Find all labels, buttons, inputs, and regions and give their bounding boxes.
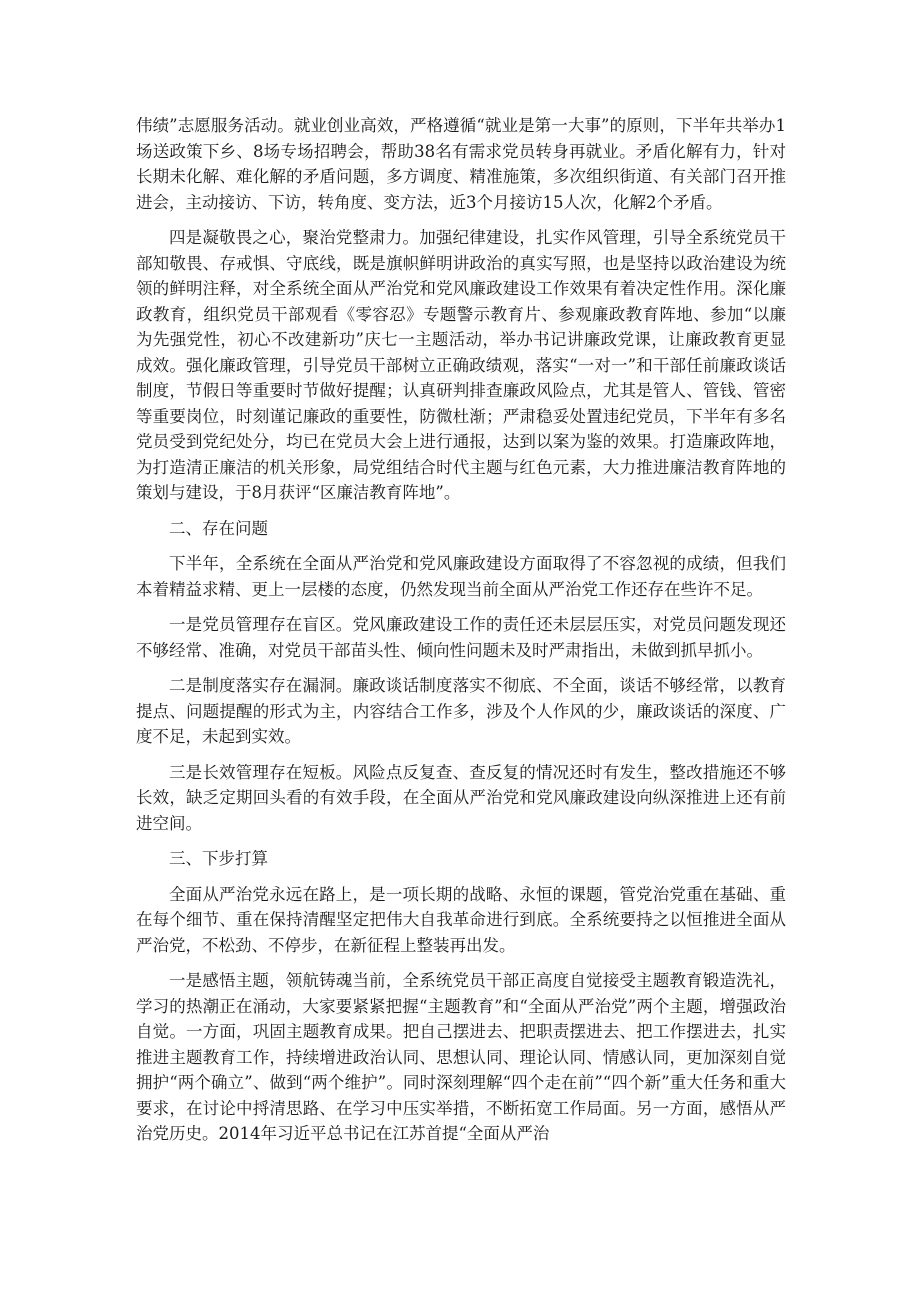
section-heading-next-steps: 三、下步打算 [169, 849, 268, 868]
paragraph-problem-2: 二是制度落实存在漏洞。廉政谈话制度落实不彻底、不全面，谈话不够经常，以教育提点、问题提醒的形式为主，内容结合工作多，涉及个人作风的少，廉政谈话的深度、广度不足，未起到实效。 [136, 676, 786, 746]
paragraph-problem-1: 一是党员管理存在盲区。党风廉政建设工作的责任还未层层压实，对党员问题发现还不够经常、准确，对党员干部苗头性、倾向性问题未及时严肃指出，未做到抓早抓小。 [136, 615, 786, 660]
document-page [136, 113, 786, 1157]
paragraph-discipline: 四是凝敬畏之心，聚治党整肃力。加强纪律建设，扎实作风管理，引导全系统党员干部知敬畏、存戒惧、守底线，既是旗帜鲜明讲政治的真实写照，也是坚持以政治建设为统领的鲜明注释，对全系统全面从严治党和党风廉政建设工作效果有着决定性作用。深化廉政教育，组织党员干部观看《零容忍》专题警示教育片、参观廉政教育阵地、参加“以廉为先强党性，初心不改建新功”庆七一主题活动，举办书记讲廉政党课，让廉政教育更显成效。强化廉政管理，引导党员干部树立正确政绩观，落实“一对一”和干部任前廉政谈话制度，节假日等重要时节做好提醒；认真研判排查廉政风险点，尤其是管人、管钱、管密等重要岗位，时刻谨记廉政的重要性，防微杜渐；严肃稳妥处置违纪党员，下半年有多名党员受到党纪处分，均已在党员大会上进行通报，达到以案为鉴的效果。打造廉政阵地，为打造清正廉洁的机关形象，局党组结合时代主题与红色元素，大力推进廉洁教育阵地的策划与建设，于8月获评“区廉洁教育阵地”。 [136, 228, 786, 502]
paragraph-problem-3: 三是长效管理存在短板。风险点反复查、查反复的情况还时有发生，整改措施还不够长效，缺乏定期回头看的有效手段，在全面从严治党和党风廉政建设向纵深推进上还有前进空间。 [136, 762, 786, 833]
section-heading-problems: 二、存在问题 [169, 518, 268, 538]
paragraph-next-step-1: 一是感悟主题，领航铸魂当前，全系统党员干部正高度自觉接受主题教育锻造洗礼，学习的热潮正在涌动，大家要紧紧把握“主题教育”和“全面从严治党”两个主题，增强政治自觉。一方面，巩固主题教育成果。把自己摆进去、把职责摆进去、把工作摆进去，扎实推进主题教育工作，持续增进政治认同、思想认同、理论认同、情感认同，更加深刻自觉拥护“两个确立”、做到“两个维护”。同时深刻理解“四个走在前”“四个新”重大任务和重大要求，在讨论中捋清思路、在学习中压实举措，不断拓宽工作局面。另一方面，感悟从严治党历史。2014年习近平总书记在江苏首提“全面从严治 [136, 971, 786, 1143]
paragraph-problems-intro: 下半年，全系统在全面从严治党和党风廉政建设方面取得了不容忽视的成绩，但我们本着精益求精、更上一层楼的态度，仍然发现当前全面从严治党工作还存在些许不足。 [136, 554, 786, 599]
paragraph-employment: 伟绩”志愿服务活动。就业创业高效，严格遵循“就业是第一大事”的原则，下半年共举办1场送政策下乡、8场专场招聘会，帮助38名有需求党员转身再就业。矛盾化解有力，针对长期未化解、难化解的矛盾问题，多方调度、精准施策，多次组织街道、有关部门召开推进会，主动接访、下访，转角度、变方法，近3个月接访15人次，化解2个矛盾。 [136, 116, 786, 212]
paragraph-next-steps-intro: 全面从严治党永远在路上，是一项长期的战略、永恒的课题，管党治党重在基础、重在每个细节、重在保持清醒坚定把伟大自我革命进行到底。全系统要持之以恒推进全面从严治党，不松劲、不停步，在新征程上整装再出发。 [136, 884, 786, 955]
